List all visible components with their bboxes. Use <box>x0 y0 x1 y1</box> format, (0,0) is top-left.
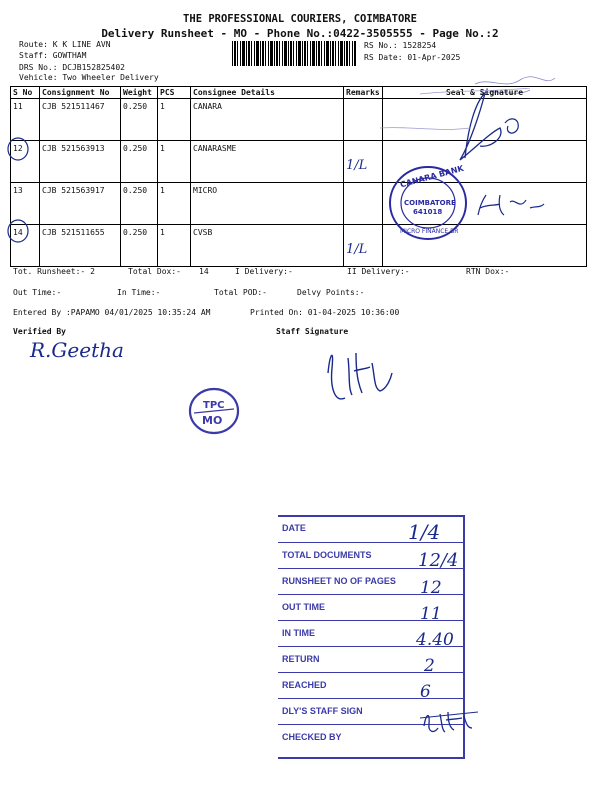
stamp-value-date: 1/4 <box>408 520 441 544</box>
entered-by: Entered By :PAPAMO 04/01/2025 10:35:24 AM <box>13 308 211 317</box>
cell-consignment: CJB 521563913 <box>40 141 121 183</box>
total-runsheet: Tot. Runsheet:- 2 <box>13 267 95 276</box>
canara-bank-stamp <box>386 163 476 243</box>
drs-number: DRS No.: DCJB152825402 <box>19 63 125 72</box>
total-dox-value: 14 <box>199 267 209 276</box>
total-pod-label: Total POD:- <box>214 288 267 297</box>
cell-pcs: 1 <box>158 141 191 183</box>
cell-pcs: 1 <box>158 183 191 225</box>
cell-sno: 11 <box>11 99 40 141</box>
route-label: Route: K K LINE AVN <box>19 40 111 49</box>
bank-stamp-name: CANARA BANK <box>399 163 465 190</box>
verified-signature: R.Geetha <box>30 338 124 362</box>
stamp-label-total-documents: TOTAL DOCUMENTS <box>282 550 372 560</box>
cell-consignee: CVSB <box>191 225 344 267</box>
staff-signature-label: Staff Signature <box>276 327 349 336</box>
stamp-label-return: RETURN <box>282 654 320 664</box>
in-time-label: In Time:- <box>117 288 161 297</box>
printed-on: Printed On: 01-04-2025 10:36:00 <box>250 308 400 317</box>
cell-consignee: MICRO <box>191 183 344 225</box>
bank-stamp-branch: MICRO FINANCE BR <box>400 228 459 235</box>
tpc-mo-stamp <box>186 385 242 437</box>
header-remarks: Remarks <box>344 87 383 99</box>
total-dox-label: Total Dox:- <box>128 267 181 276</box>
staff-label: Staff: GOWTHAM <box>19 51 87 60</box>
cell-remarks <box>344 99 383 141</box>
header-consignee: Consignee Details <box>191 87 344 99</box>
cell-weight: 0.250 <box>121 183 158 225</box>
cell-weight: 0.250 <box>121 225 158 267</box>
stamp-label-out-time: OUT TIME <box>282 602 325 612</box>
tpc-stamp-line1: TPC <box>203 400 225 411</box>
cell-sno: 14 <box>11 225 40 267</box>
rs-number: RS No.: 1528254 <box>364 41 437 50</box>
company-title: THE PROFESSIONAL COURIERS, COIMBATORE <box>183 13 417 25</box>
cell-pcs: 1 <box>158 225 191 267</box>
stamp-label-reached: REACHED <box>282 680 327 690</box>
circle-mark-14 <box>6 218 32 244</box>
receiver-signature-1 <box>380 88 540 168</box>
cell-remarks <box>344 183 383 225</box>
cell-sno: 12 <box>11 141 40 183</box>
verified-by-label: Verified By <box>13 327 66 336</box>
stamp-label-checked-by: CHECKED BY <box>282 732 342 742</box>
header-seal-signature: Seal & Signature <box>383 87 587 99</box>
header-consignment: Consignment No <box>40 87 121 99</box>
rs-date: RS Date: 01-Apr-2025 <box>364 53 461 62</box>
cell-consignment: CJB 521511655 <box>40 225 121 267</box>
cell-remarks: 1/L <box>344 141 383 183</box>
staff-signature-scribble <box>320 343 410 413</box>
stamp-label-in-time: IN TIME <box>282 628 315 638</box>
cell-consignee: CANARASME <box>191 141 344 183</box>
cell-remarks: 1/L <box>344 225 383 267</box>
stamp-value-total-docs: 12/4 <box>418 550 459 571</box>
barcode-image <box>232 41 356 66</box>
cell-consignment: CJB 521563917 <box>40 183 121 225</box>
stamp-label-staff-sign: DLY'S STAFF SIGN <box>282 706 363 716</box>
cell-weight: 0.250 <box>121 141 158 183</box>
cell-weight: 0.250 <box>121 99 158 141</box>
stamp-value-pages: 12 <box>420 578 442 598</box>
stamp-value-out-time: 11 <box>420 604 442 624</box>
rtn-dox-label: RTN Dox:- <box>466 267 510 276</box>
stamp-value-reached: 6 <box>420 682 431 702</box>
header-pcs: PCS <box>158 87 191 99</box>
stamp-staff-sign-scribble <box>420 706 480 736</box>
i-delivery-label: I Delivery:- <box>235 267 293 276</box>
receiver-signature-2 <box>470 190 550 225</box>
vehicle-label: Vehicle: Two Wheeler Delivery <box>19 73 159 82</box>
header-sno: S No <box>11 87 40 99</box>
circle-mark-12 <box>6 136 32 162</box>
stamp-label-runsheet-pages: RUNSHEET NO OF PAGES <box>282 576 396 586</box>
delvy-points-label: Delvy Points:- <box>297 288 365 297</box>
stamp-value-return: 2 <box>424 656 435 676</box>
cell-consignment: CJB 521511467 <box>40 99 121 141</box>
cell-pcs: 1 <box>158 99 191 141</box>
cell-consignee: CANARA <box>191 99 344 141</box>
cell-sno: 13 <box>11 183 40 225</box>
table-row <box>11 225 587 267</box>
bank-stamp-city: COIMBATORE <box>404 199 456 207</box>
stamp-label-date: DATE <box>282 523 306 533</box>
ii-delivery-label: II Delivery:- <box>347 267 410 276</box>
stamp-value-in-time: 4.40 <box>416 630 454 650</box>
runsheet-subtitle: Delivery Runsheet - MO - Phone No.:0422-3505555 - Page No.:2 <box>101 27 499 40</box>
header-weight: Weight <box>121 87 158 99</box>
out-time-label: Out Time:- <box>13 288 62 297</box>
tpc-stamp-line2: MO <box>202 414 223 427</box>
bank-stamp-pin: 641018 <box>413 208 443 216</box>
